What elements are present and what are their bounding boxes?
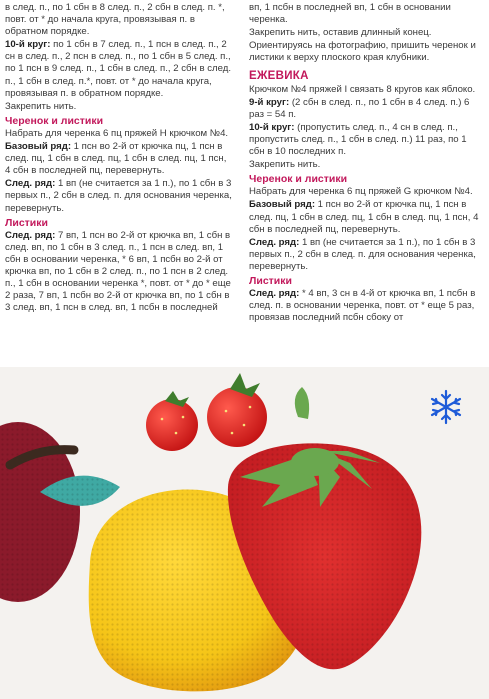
paragraph: в след. п., по 1 сбн в 8 след. п., 2 сбн в след. п. *, повт. от * до начала круга, провязывая п. в обратном порядке. bbox=[5, 2, 225, 38]
row-text: 1 вп (не считается за 1 п.), по 1 сбн в 3 первых п., 2 сбн в след. п. для основания черенка, перевернуть. bbox=[5, 178, 232, 214]
section-heading: Черенок и листики bbox=[249, 173, 348, 186]
row-text: * 4 вп, 3 сн в 4-й от крючка вп, 1 псбн в след. п. в основании черенка, повт. от * еще 5 раз, провязав последний псбн сбоку от bbox=[249, 288, 476, 324]
paragraph bbox=[5, 141, 233, 177]
paragraph bbox=[249, 122, 481, 158]
right-text-column bbox=[249, 2, 481, 325]
row-text: (пропустить след. п., 4 сн в след. п., пропустить след. п., 1 сбн в след. п.) 11 раз, по 1 сбн в 10 последних п. bbox=[249, 121, 467, 158]
row-label: 9-й круг: bbox=[249, 96, 290, 108]
row-label: След. ряд: bbox=[249, 288, 300, 300]
paragraph bbox=[5, 178, 233, 214]
row-label: 10-й круг: bbox=[5, 39, 51, 51]
left-text-column bbox=[5, 2, 233, 315]
paragraph: Крючком №4 пряжей I связать 8 кругов как яблоко. bbox=[249, 83, 476, 95]
paragraph bbox=[249, 237, 481, 273]
paragraph bbox=[5, 39, 233, 99]
section-heading: Черенок и листики bbox=[5, 114, 104, 127]
row-label: Базовый ряд: bbox=[249, 199, 316, 211]
row-label: 10-й круг: bbox=[249, 121, 295, 133]
paragraph: Закрепить нить. bbox=[249, 159, 321, 171]
paragraph bbox=[249, 288, 481, 324]
paragraph bbox=[249, 199, 481, 235]
row-text: 1 вп (не считается за 1 п.), по 1 сбн в 3 первых п., 2 сбн в след. п. для основания черенка, перевернуть. bbox=[249, 236, 476, 272]
row-text: 1 псн во 2-й от крючка пц, 1 псн в след. пц, 1 сбн в след. пц, 1 сбн в след. пц, 1 псн, 4 сбн в последней пц, перевернуть. bbox=[249, 199, 479, 235]
paragraph: Закрепить нить. bbox=[5, 100, 77, 112]
paragraph: Закрепить нить, оставив длинный конец. bbox=[249, 27, 432, 39]
paragraph: Набрать для черенка 6 пц пряжей G крючком №4. bbox=[249, 186, 473, 198]
section-heading: Листики bbox=[5, 216, 48, 229]
row-label: След. ряд: bbox=[5, 178, 56, 190]
row-text: 7 вп, 1 псн во 2-й от крючка вп, 1 сбн в след. вп, по 1 сбн в 3 след. п., 1 псн в след. вп, 1 сбн в основании черенка, * 6 вп, 1 псбн во 2-й от крючка вп, по 1 сбн в 2 след. п., по 1 псн в 2 след. п., 1 сбн в основании черенка *, повт. от * до * еще 2 раза, 7 вп, 1 псбн во 2-й от крючка вп, по 1 сбн в 3 след. вп, 1 псн в след. вп, 1 псбн в последней bbox=[5, 229, 231, 314]
row-text: (2 сбн в след. п., по 1 сбн в 4 след. п.) 6 раз = 54 п. bbox=[249, 96, 470, 120]
paragraph: Набрать для черенка 6 пц пряжей H крючком №4. bbox=[5, 127, 229, 139]
paragraph bbox=[249, 97, 481, 121]
paragraph: вп, 1 псбн в последней вп, 1 сбн в основании черенка. bbox=[249, 2, 451, 26]
crochet-photo bbox=[0, 367, 489, 699]
row-text: по 1 сбн в 7 след. п., 1 псн в след. п., 2 сн в след. п., 2 псн в след. п., по 1 сбн в 5 след. п., по 1 псн в 9 след. п., 1 сбн в след. п., 2 сбн в след. п., 1 сбн в след. п.*, повт. от * до начала круга, провязывая п. в обратном порядке. bbox=[5, 39, 232, 99]
row-text: 1 псн во 2-й от крючка пц, 1 псн в след. пц, 1 сбн в след. пц, 1 сбн в след. пц, 1 псн, 4 сбн в последней пц, перевернуть. bbox=[5, 141, 227, 177]
paragraph bbox=[5, 230, 233, 315]
row-label: Базовый ряд: bbox=[5, 141, 72, 153]
section-heading: Листики bbox=[249, 274, 292, 287]
row-label: След. ряд: bbox=[249, 236, 300, 248]
row-label: След. ряд: bbox=[5, 229, 56, 241]
section-heading: ЕЖЕВИКА bbox=[249, 70, 309, 83]
paragraph: Ориентируясь на фотографию, пришить черенок и листики к верху плоского края клубники. bbox=[249, 40, 476, 64]
